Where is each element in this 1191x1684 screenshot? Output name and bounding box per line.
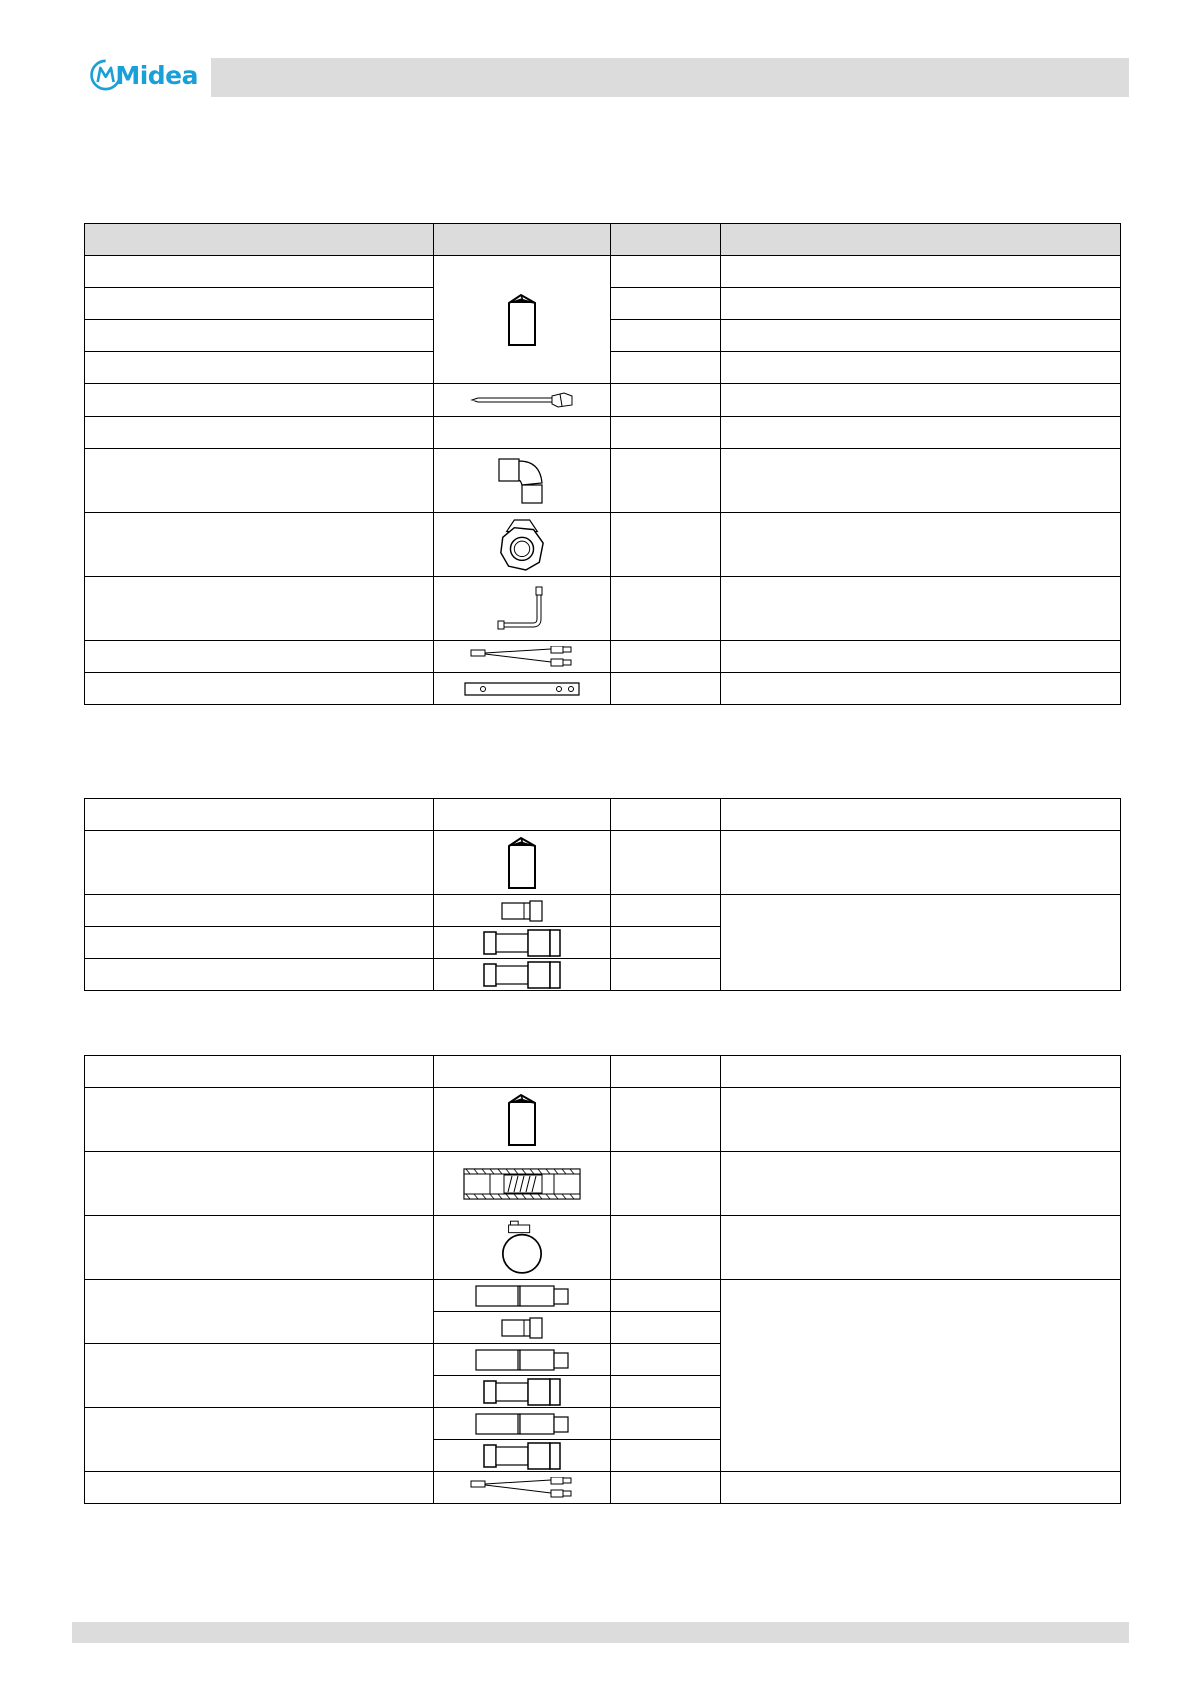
table-row bbox=[85, 256, 1121, 288]
table-row bbox=[85, 1216, 1121, 1280]
name-cell bbox=[85, 831, 434, 895]
usage-cell bbox=[721, 449, 1121, 513]
name-cell bbox=[85, 641, 434, 673]
table-row bbox=[85, 449, 1121, 513]
qty-cell bbox=[611, 256, 721, 288]
qty-cell bbox=[611, 417, 721, 449]
table-header-row bbox=[85, 799, 1121, 831]
qty-cell bbox=[611, 577, 721, 641]
usage-cell bbox=[721, 384, 1121, 417]
qty-cell bbox=[611, 673, 721, 705]
name-cell bbox=[85, 256, 434, 288]
name-cell bbox=[85, 352, 434, 384]
pipe-reducer-icon bbox=[483, 929, 561, 957]
shape-cell bbox=[434, 1216, 611, 1280]
manual-booklet-icon bbox=[507, 836, 537, 890]
header-bar bbox=[211, 58, 1129, 97]
usage-cell bbox=[721, 895, 1121, 991]
name-cell bbox=[85, 927, 434, 959]
name-cell bbox=[85, 1408, 434, 1472]
table-row bbox=[85, 673, 1121, 705]
shape-cell bbox=[434, 1440, 611, 1472]
table-header-row bbox=[85, 224, 1121, 256]
usage-cell bbox=[721, 577, 1121, 641]
qty-cell bbox=[611, 449, 721, 513]
table-row bbox=[85, 641, 1121, 673]
name-cell bbox=[85, 513, 434, 577]
header-cell bbox=[85, 224, 434, 256]
qty-cell bbox=[611, 384, 721, 417]
shape-cell bbox=[434, 673, 611, 705]
elbow-pipe-icon bbox=[496, 455, 548, 507]
name-cell bbox=[85, 1088, 434, 1152]
shape-cell bbox=[434, 895, 611, 927]
usage-cell bbox=[721, 320, 1121, 352]
shape-cell bbox=[434, 1344, 611, 1376]
name-cell bbox=[85, 1216, 434, 1280]
qty-cell bbox=[611, 1344, 721, 1376]
table-row bbox=[85, 831, 1121, 895]
header-cell bbox=[434, 224, 611, 256]
insulated-pipe-icon bbox=[462, 1167, 582, 1201]
qty-cell bbox=[611, 1152, 721, 1216]
qty-cell bbox=[611, 1312, 721, 1344]
l-pipe-icon bbox=[497, 585, 547, 633]
header-cell bbox=[434, 1056, 611, 1088]
wire-connector-icon bbox=[469, 1477, 575, 1499]
pipe-reducer-icon bbox=[483, 1378, 561, 1406]
name-cell bbox=[85, 288, 434, 320]
manual-booklet-icon bbox=[507, 1093, 537, 1147]
midea-logo bbox=[88, 52, 198, 98]
usage-cell bbox=[721, 256, 1121, 288]
qty-cell bbox=[611, 927, 721, 959]
usage-cell bbox=[721, 1280, 1121, 1472]
shape-cell bbox=[434, 1312, 611, 1344]
shape-cell bbox=[434, 256, 611, 384]
table-row bbox=[85, 577, 1121, 641]
name-cell bbox=[85, 959, 434, 991]
qty-cell bbox=[611, 352, 721, 384]
name-cell bbox=[85, 1472, 434, 1504]
header-cell bbox=[611, 799, 721, 831]
qty-cell bbox=[611, 1376, 721, 1408]
name-cell bbox=[85, 320, 434, 352]
cable-tie-icon bbox=[470, 390, 574, 410]
accessories-table-2 bbox=[84, 798, 1121, 991]
fixing-strip-icon bbox=[463, 680, 581, 698]
name-cell bbox=[85, 449, 434, 513]
table-row bbox=[85, 417, 1121, 449]
qty-cell bbox=[611, 513, 721, 577]
name-cell bbox=[85, 417, 434, 449]
qty-cell bbox=[611, 1472, 721, 1504]
table-row bbox=[85, 1472, 1121, 1504]
qty-cell bbox=[611, 959, 721, 991]
name-cell bbox=[85, 1344, 434, 1408]
table-row bbox=[85, 384, 1121, 417]
qty-cell bbox=[611, 1280, 721, 1312]
shape-cell bbox=[434, 1152, 611, 1216]
shape-cell bbox=[434, 1408, 611, 1440]
table-row bbox=[85, 895, 1121, 927]
qty-cell bbox=[611, 320, 721, 352]
table-row bbox=[85, 1152, 1121, 1216]
shape-cell bbox=[434, 1088, 611, 1152]
flare-nut-icon bbox=[497, 516, 547, 574]
shape-cell bbox=[434, 513, 611, 577]
name-cell bbox=[85, 1280, 434, 1344]
pipe-reducer-icon bbox=[483, 1442, 561, 1470]
qty-cell bbox=[611, 1408, 721, 1440]
shape-cell bbox=[434, 1472, 611, 1504]
qty-cell bbox=[611, 288, 721, 320]
header-cell bbox=[85, 799, 434, 831]
header-cell bbox=[721, 224, 1121, 256]
shape-cell bbox=[434, 831, 611, 895]
name-cell bbox=[85, 1152, 434, 1216]
small-pipe-joint-icon bbox=[500, 900, 544, 922]
shape-cell bbox=[434, 449, 611, 513]
shape-cell bbox=[434, 1280, 611, 1312]
shape-cell bbox=[434, 959, 611, 991]
header-cell bbox=[611, 224, 721, 256]
usage-cell bbox=[721, 641, 1121, 673]
qty-cell bbox=[611, 1440, 721, 1472]
table-row bbox=[85, 1088, 1121, 1152]
table-row bbox=[85, 513, 1121, 577]
accessories-table-1 bbox=[84, 223, 1121, 705]
pipe-joint-icon bbox=[474, 1284, 570, 1308]
shape-cell bbox=[434, 384, 611, 417]
table-row bbox=[85, 1280, 1121, 1312]
header-cell bbox=[721, 1056, 1121, 1088]
pipe-joint-icon bbox=[474, 1412, 570, 1436]
wire-connector-icon bbox=[469, 646, 575, 668]
pipe-joint-icon bbox=[474, 1348, 570, 1372]
usage-cell bbox=[721, 1088, 1121, 1152]
usage-cell bbox=[721, 417, 1121, 449]
small-pipe-joint-icon bbox=[500, 1317, 544, 1339]
shape-cell bbox=[434, 1376, 611, 1408]
shape-cell bbox=[434, 641, 611, 673]
header-cell bbox=[611, 1056, 721, 1088]
shape-cell bbox=[434, 417, 611, 449]
pipe-reducer-icon bbox=[483, 961, 561, 989]
footer-bar bbox=[72, 1622, 1129, 1643]
qty-cell bbox=[611, 895, 721, 927]
name-cell bbox=[85, 895, 434, 927]
name-cell bbox=[85, 384, 434, 417]
accessories-table-3 bbox=[84, 1055, 1121, 1504]
logo-text: Midea bbox=[115, 60, 198, 90]
manual-booklet-icon bbox=[507, 293, 537, 347]
header-cell bbox=[434, 799, 611, 831]
usage-cell bbox=[721, 352, 1121, 384]
usage-cell bbox=[721, 1472, 1121, 1504]
qty-cell bbox=[611, 641, 721, 673]
table-header-row bbox=[85, 1056, 1121, 1088]
usage-cell bbox=[721, 288, 1121, 320]
usage-cell bbox=[721, 1216, 1121, 1280]
usage-cell bbox=[721, 513, 1121, 577]
qty-cell bbox=[611, 1216, 721, 1280]
qty-cell bbox=[611, 831, 721, 895]
shape-cell bbox=[434, 927, 611, 959]
header-cell bbox=[721, 799, 1121, 831]
usage-cell bbox=[721, 673, 1121, 705]
name-cell bbox=[85, 673, 434, 705]
shape-cell bbox=[434, 577, 611, 641]
header-cell bbox=[85, 1056, 434, 1088]
qty-cell bbox=[611, 1088, 721, 1152]
usage-cell bbox=[721, 831, 1121, 895]
name-cell bbox=[85, 577, 434, 641]
usage-cell bbox=[721, 1152, 1121, 1216]
hose-clamp-icon bbox=[499, 1219, 545, 1277]
